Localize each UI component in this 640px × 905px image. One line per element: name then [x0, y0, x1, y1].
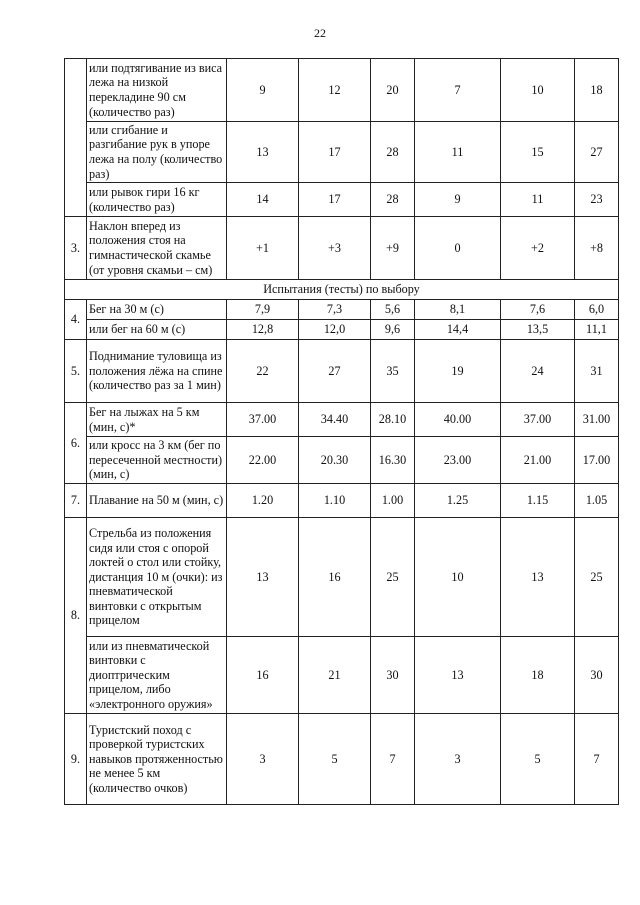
value-cell: +3 [299, 217, 371, 280]
value-cell: 31 [575, 340, 619, 403]
value-cell: 40.00 [415, 403, 501, 437]
value-cell: 13 [227, 122, 299, 183]
test-name: Наклон вперед из положения стоя на гимнастической скамье (от уровня скамьи – см) [87, 217, 227, 280]
value-cell: 20 [371, 59, 415, 122]
value-cell: 22 [227, 340, 299, 403]
value-cell: 11,1 [575, 320, 619, 340]
table-row [65, 714, 619, 805]
value-cell: 5 [299, 714, 371, 805]
value-cell: 24 [501, 340, 575, 403]
value-cell: 6,0 [575, 300, 619, 320]
value-cell: 16.30 [371, 437, 415, 484]
value-cell: 34.40 [299, 403, 371, 437]
value-cell: 12 [299, 59, 371, 122]
value-cell: 5,6 [371, 300, 415, 320]
test-name: или рывок гири 16 кг (количество раз) [87, 183, 227, 217]
value-cell: 28 [371, 183, 415, 217]
value-cell: 25 [371, 518, 415, 637]
value-cell: 28.10 [371, 403, 415, 437]
value-cell: +1 [227, 217, 299, 280]
value-cell: 7 [575, 714, 619, 805]
value-cell: 13,5 [501, 320, 575, 340]
value-cell: 23 [575, 183, 619, 217]
row-index: 6. [65, 403, 87, 484]
value-cell: 31.00 [575, 403, 619, 437]
value-cell: 17.00 [575, 437, 619, 484]
value-cell: 8,1 [415, 300, 501, 320]
table-row [65, 59, 619, 122]
value-cell: 22.00 [227, 437, 299, 484]
row-index: 8. [65, 518, 87, 714]
value-cell: 35 [371, 340, 415, 403]
table-row [65, 183, 619, 217]
value-cell: 19 [415, 340, 501, 403]
value-cell: 1.00 [371, 484, 415, 518]
value-cell: 7 [371, 714, 415, 805]
test-name: или сгибание и разгибание рук в упоре лежа на полу (количество раз) [87, 122, 227, 183]
value-cell: 5 [501, 714, 575, 805]
table-row [65, 637, 619, 714]
value-cell: 37.00 [227, 403, 299, 437]
test-name: или подтягивание из виса лежа на низкой перекладине 90 см (количество раз) [87, 59, 227, 122]
value-cell: 25 [575, 518, 619, 637]
value-cell: 13 [227, 518, 299, 637]
value-cell: 7,6 [501, 300, 575, 320]
value-cell: 14,4 [415, 320, 501, 340]
value-cell: 9,6 [371, 320, 415, 340]
value-cell: 37.00 [501, 403, 575, 437]
value-cell: 9 [415, 183, 501, 217]
section-row [65, 280, 619, 300]
value-cell: 12,8 [227, 320, 299, 340]
value-cell: 21.00 [501, 437, 575, 484]
value-cell: 12,0 [299, 320, 371, 340]
value-cell: 28 [371, 122, 415, 183]
value-cell: 11 [501, 183, 575, 217]
value-cell: 9 [227, 59, 299, 122]
table-row [65, 340, 619, 403]
value-cell: 13 [501, 518, 575, 637]
table-row [65, 484, 619, 518]
value-cell: 16 [227, 637, 299, 714]
row-index: 7. [65, 484, 87, 518]
value-cell: 7 [415, 59, 501, 122]
value-cell: 1.05 [575, 484, 619, 518]
value-cell: 18 [501, 637, 575, 714]
value-cell: 27 [299, 340, 371, 403]
row-index: 9. [65, 714, 87, 805]
value-cell: 3 [415, 714, 501, 805]
table-row [65, 320, 619, 340]
value-cell: 17 [299, 183, 371, 217]
value-cell: 1.20 [227, 484, 299, 518]
value-cell: 11 [415, 122, 501, 183]
value-cell: 1.10 [299, 484, 371, 518]
value-cell: 13 [415, 637, 501, 714]
table-row [65, 122, 619, 183]
value-cell: +2 [501, 217, 575, 280]
table-row [65, 403, 619, 437]
test-name: Туристский поход с проверкой туристских навыков протяженностью не менее 5 км (количество очков) [87, 714, 227, 805]
value-cell: 14 [227, 183, 299, 217]
page-number: 22 [314, 26, 326, 40]
norms-table [64, 58, 619, 805]
value-cell: 30 [371, 637, 415, 714]
section-title: Испытания (тесты) по выбору [65, 280, 619, 300]
value-cell: 18 [575, 59, 619, 122]
value-cell: 16 [299, 518, 371, 637]
test-name: Плавание на 50 м (мин, с) [87, 484, 227, 518]
table-row [65, 437, 619, 484]
row-index: 4. [65, 300, 87, 340]
value-cell: 7,3 [299, 300, 371, 320]
value-cell: 20.30 [299, 437, 371, 484]
value-cell: +9 [371, 217, 415, 280]
value-cell: 10 [501, 59, 575, 122]
test-name: Стрельба из положения сидя или стоя с опорой локтей о стол или стойку, дистанция 10 м (очки): из пневматической винтовки с открытым прицелом [87, 518, 227, 637]
value-cell: 3 [227, 714, 299, 805]
test-name: или из пневматической винтовки с диоптрическим прицелом, либо «электронного оружия» [87, 637, 227, 714]
value-cell: 10 [415, 518, 501, 637]
test-name: Бег на 30 м (с) [87, 300, 227, 320]
row-index: 3. [65, 217, 87, 280]
value-cell: 27 [575, 122, 619, 183]
value-cell: +8 [575, 217, 619, 280]
test-name: Бег на лыжах на 5 км (мин, с)* [87, 403, 227, 437]
table-row [65, 300, 619, 320]
value-cell: 1.15 [501, 484, 575, 518]
test-name: или кросс на 3 км (бег по пересеченной местности) (мин, с) [87, 437, 227, 484]
table-row [65, 217, 619, 280]
value-cell: 21 [299, 637, 371, 714]
value-cell: 0 [415, 217, 501, 280]
value-cell: 7,9 [227, 300, 299, 320]
value-cell: 17 [299, 122, 371, 183]
value-cell: 23.00 [415, 437, 501, 484]
row-index [65, 59, 87, 217]
value-cell: 1.25 [415, 484, 501, 518]
test-name: Поднимание туловища из положения лёжа на спине (количество раз за 1 мин) [87, 340, 227, 403]
test-name: или бег на 60 м (с) [87, 320, 227, 340]
table-row [65, 518, 619, 637]
row-index: 5. [65, 340, 87, 403]
value-cell: 30 [575, 637, 619, 714]
value-cell: 15 [501, 122, 575, 183]
